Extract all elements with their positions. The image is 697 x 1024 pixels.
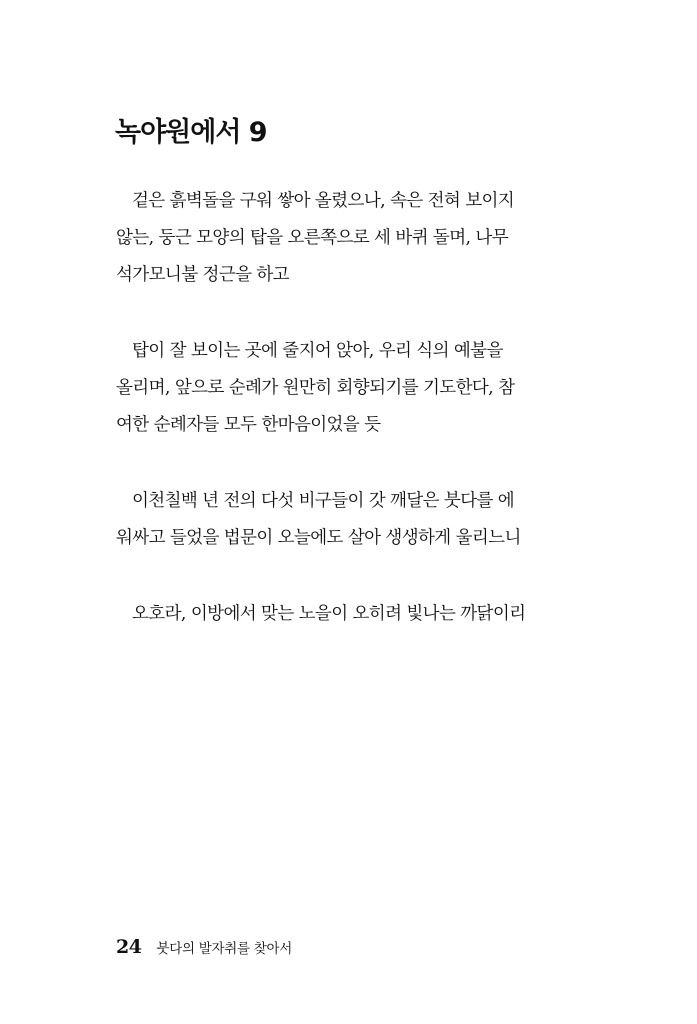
page-footer (116, 936, 292, 958)
poem-body (116, 183, 556, 633)
stanza-2 (116, 333, 556, 444)
poem-line: 워싸고 들었을 법문이 오늘에도 살아 생생하게 울리느니 (116, 528, 521, 548)
stanza-4 (116, 596, 556, 633)
poem-line: 올리며, 앞으로 순례가 원만히 회향되기를 기도한다, 참 (116, 378, 515, 398)
poem-line: 탑이 잘 보이는 곳에 줄지어 앉아, 우리 식의 예불을 (132, 341, 503, 361)
poem-line: 여한 순례자들 모두 한마음이었을 듯 (116, 415, 381, 435)
poem-line: 석가모니불 정근을 하고 (116, 265, 289, 285)
stanza-1 (116, 183, 556, 294)
page-number: 24 (116, 936, 142, 958)
poem-line: 오호라, 이방에서 맞는 노을이 오히려 빛나는 까닭이리 (132, 604, 526, 624)
poem-line: 겉은 흙벽돌을 구워 쌓아 올렸으나, 속은 전혀 보이지 (132, 191, 515, 211)
poem-title: 녹야원에서 9 (115, 117, 267, 148)
poem-line: 이천칠백 년 전의 다섯 비구들이 갓 깨달은 붓다를 에 (132, 491, 515, 511)
poem-line: 않는, 둥근 모양의 탑을 오른쪽으로 세 바퀴 돌며, 나무 (116, 228, 509, 248)
running-title: 붓다의 발자취를 찾아서 (156, 941, 292, 957)
stanza-3 (116, 483, 556, 557)
